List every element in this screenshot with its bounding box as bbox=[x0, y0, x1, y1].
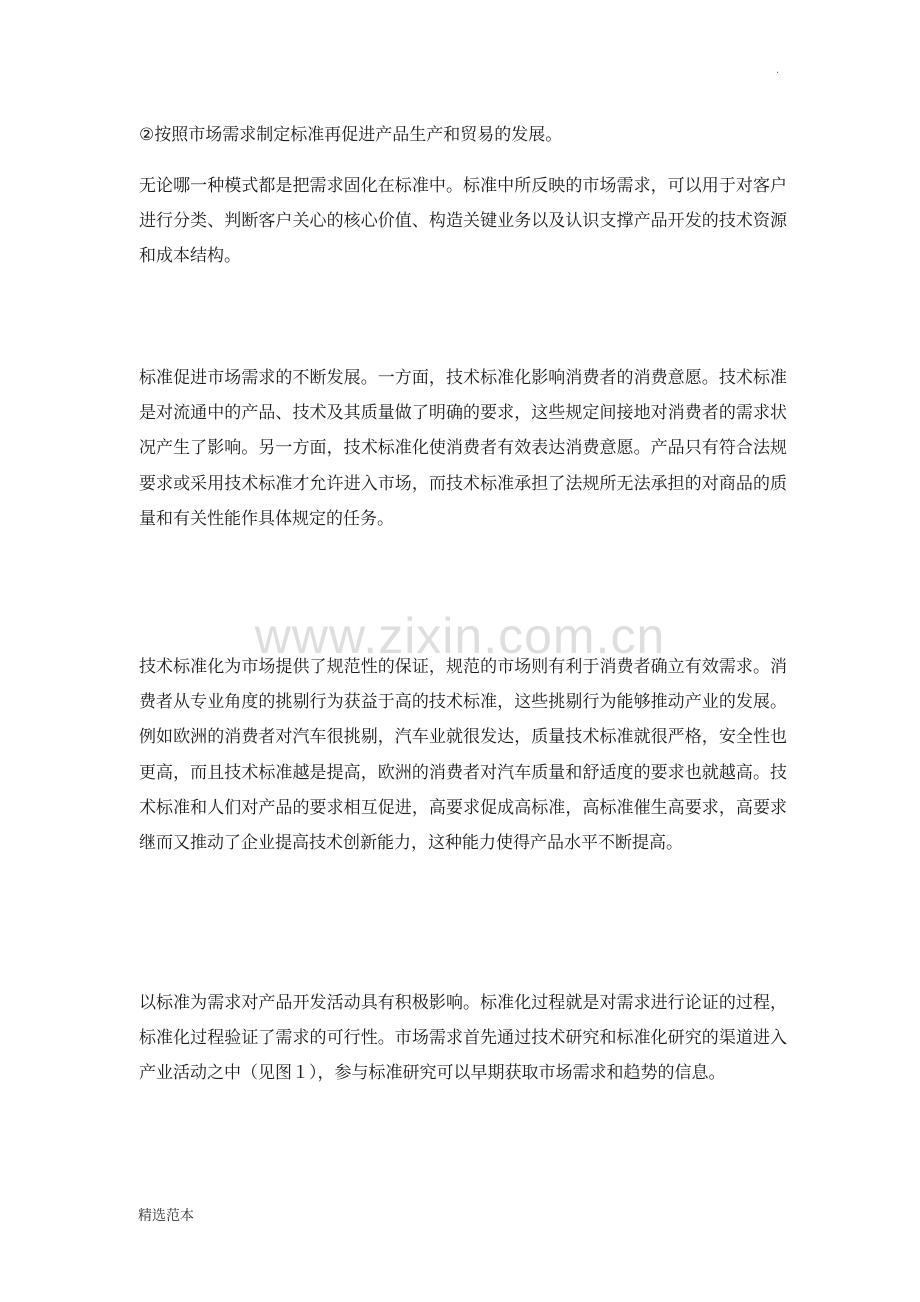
page-corner-mark: . bbox=[776, 65, 780, 76]
footer-label: 精选范本 bbox=[138, 1208, 194, 1224]
watermark-text: www.zixin.com.cn bbox=[254, 608, 666, 664]
paragraph-standards-as-demand: 以标准为需求对产品开发活动具有积极影响。标准化过程就是对需求进行论证的过程，标准化过程验证了需求的可行性。市场需求首先通过技术研究和标准化研究的渠道进入产业活动之中（见图１），参与标准研究可以早期获取市场需求和趋势的信息。 bbox=[139, 993, 787, 1084]
paragraph-standardization-guarantee: 技术标准化为市场提供了规范性的保证，规范的市场则有利于消费者确立有效需求。消费者从专业角度的挑剔行为获益于高的技术标准，这些挑剔行为能够推动产业的发展。例如欧洲的消费者对汽车很挑剔，汽车业就很发达，质量技术标准就很严格，安全性也更高，而且技术标准越是提高，欧洲的消费者对汽车质量和舒适度的要求也就越高。技术标准和人们对产品的要求相互促进，高要求促成高标准，高标准催生高要求，高要求继而又推动了企业提高技术创新能力，这种能力使得产品水平不断提高。 bbox=[139, 657, 787, 854]
paragraph-demand-in-standards: 无论哪一种模式都是把需求固化在标准中。标准中所反映的市场需求，可以用于对客户进行分类、判断客户关心的核心价值、构造关键业务以及认识支撑产品开发的技术资源和成本结构。 bbox=[139, 176, 787, 267]
paragraph-standards-promote-demand: 标准促进市场需求的不断发展。一方面，技术标准化影响消费者的消费意愿。技术标准是对流通中的产品、技术及其质量做了明确的要求，这些规定间接地对消费者的需求状况产生了影响。另一方面，技术标准化使消费者有效表达消费意愿。产品只有符合法规要求或采用技术标准才允许进入市场，而技术标准承担了法规所无法承担的对商品的质量和有关性能作具体规定的任务。 bbox=[139, 368, 787, 529]
paragraph-mode-two: ②按照市场需求制定标准再促进产品生产和贸易的发展。 bbox=[139, 125, 563, 145]
